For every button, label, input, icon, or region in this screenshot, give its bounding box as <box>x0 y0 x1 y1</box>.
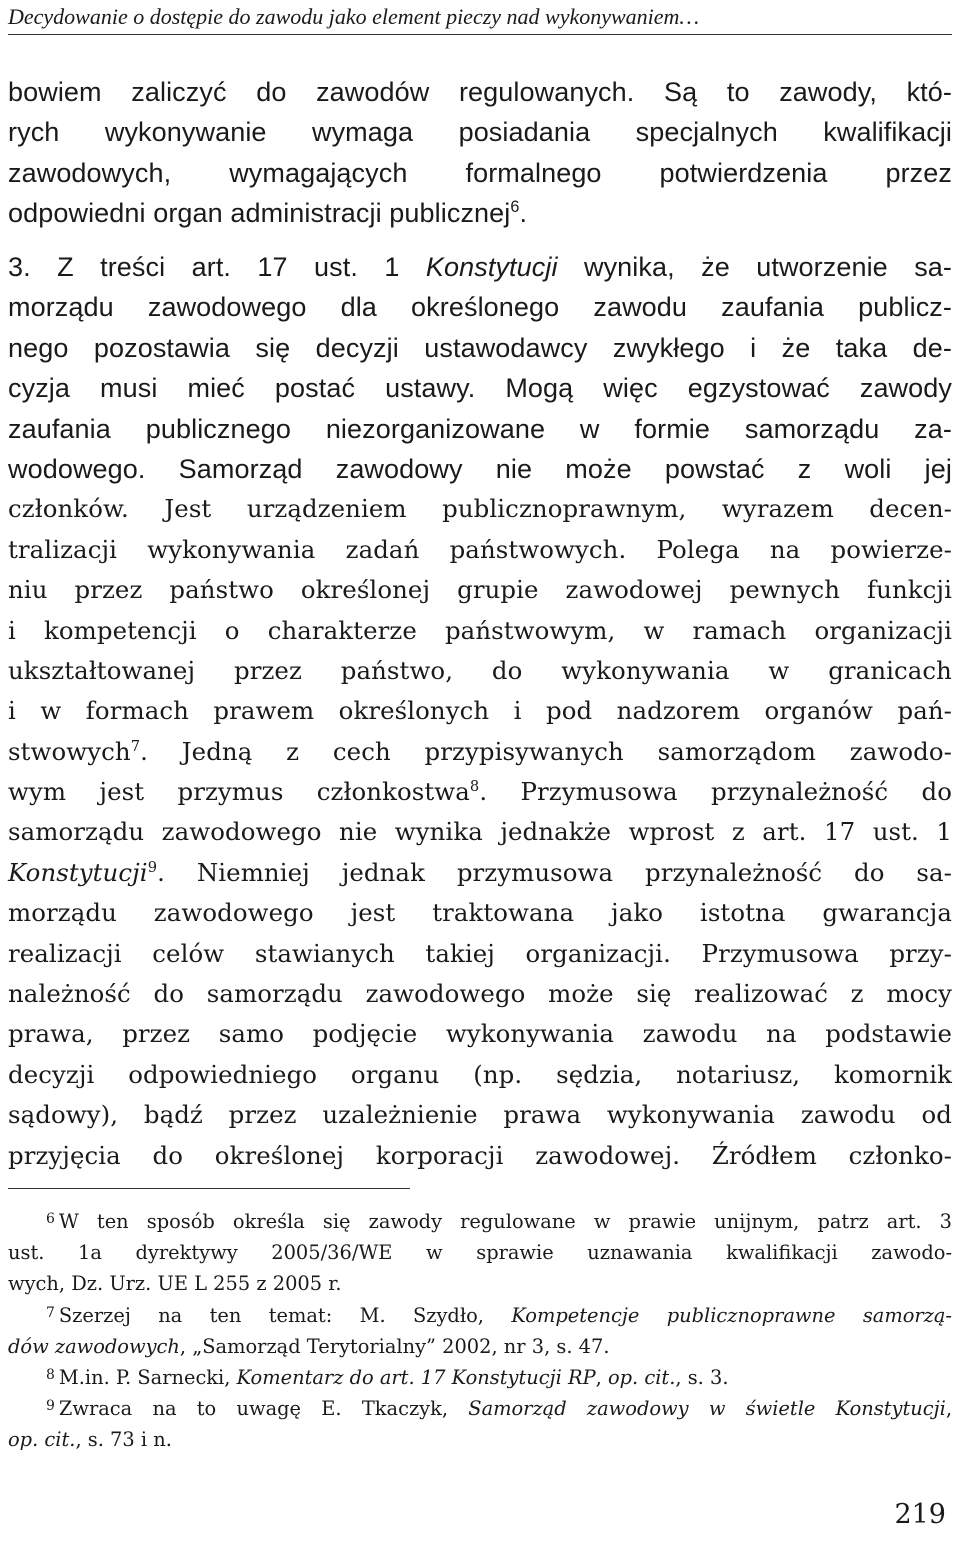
text-line: 3. Z treści art. 17 ust. 1 Konstytucji wynika, że utworzenie sa- <box>8 252 953 282</box>
text-line: zaufania publicznego niezorganizowane w formie samorządu za- <box>8 413 952 444</box>
footnote-8: $^8$ M.in. P. Sarnecki, Komentarz do art. 17 Konstytucji RP, op. cit., s. 3. <box>46 1365 729 1389</box>
running-header: Decydowanie o dostępie do zawodu jako element pieczy nad wykonywaniem… <box>8 4 700 29</box>
text-line: decyzji odpowiedniego organu (np. sędzia, notariusz, komornik <box>8 1059 952 1089</box>
text-line: Konstytucji$^9$. Niemniej jednak przymusowa przynależność do sa- <box>8 857 952 887</box>
footnote-ref: 6 <box>510 198 520 217</box>
text-line: wodowego. Samorząd zawodowy nie może powstać z woli jej <box>8 453 952 484</box>
text-line: zawodowych, wymagających formalnego potwierdzenia przez <box>8 157 952 188</box>
footnote-7: $^7$ Szerzej na ten temat: M. Szydło, Kompetencje publicznoprawne samorzą- <box>46 1303 952 1327</box>
text-line: i w formach prawem określonych i pod nadzorem organów pań- <box>8 696 952 726</box>
text-line: cyzja musi mieć postać ustawy. Mogą więc egzystować zawody <box>8 373 952 404</box>
text-line: przyjęcia do określonej korporacji zawodowej. Źródłem członko- <box>8 1140 952 1170</box>
document-page <box>8 0 952 1541</box>
text-line: wym jest przymus członkostwa$^8$. Przymusowa przynależność do <box>8 777 952 807</box>
footnote-9: $^9$ Zwraca na to uwagę E. Tkaczyk, Samorząd zawodowy w świetle Konstytucji, <box>46 1397 952 1421</box>
footnote-ref: 7 <box>130 737 141 755</box>
text-line: i kompetencji o charakterze państwowym, w ramach organizacji <box>8 615 952 645</box>
intro-paragraph <box>8 72 952 234</box>
text-line: realizacji celów stawianych takiej organizacji. Przymusowa przy- <box>8 938 952 968</box>
text-line: rych wykonywanie wymaga posiadania specjalnych kwalifikacji <box>8 117 952 148</box>
footnotes <box>8 1206 952 1456</box>
footnote-6: $^6$ W ten sposób określa się zawody regulowane w prawie unijnym, patrz art. 3 <box>46 1210 952 1233</box>
footnote-6-line: wych, Dz. Urz. UE L 255 z 2005 r. <box>8 1272 342 1296</box>
text-line: ukształtowanej przez państwo, do wykonywania w granicach <box>8 655 952 685</box>
text-line: stwowych$^7$. Jedną z cech przypisywanych samorządom zawodo- <box>8 736 952 766</box>
header-rule <box>8 34 952 35</box>
text-line: należność do samorządu zawodowego może się realizować z mocy <box>8 979 952 1009</box>
text-line: nego pozostawia się decyzji ustawodawcy zwykłego i że taka de- <box>8 332 952 363</box>
footnote-separator <box>8 1188 410 1189</box>
text-line: morządu zawodowego dla określonego zawodu zaufania publicz- <box>8 292 952 323</box>
text-line: bowiem zaliczyć do zawodów regulowanych. Są to zawody, któ- <box>8 77 952 107</box>
text-line: członków. Jest urządzeniem publicznoprawnym, wyrazem decen- <box>8 494 952 524</box>
text-line: samorządu zawodowego nie wynika jednakże wprost z art. 17 ust. 1 <box>8 817 952 847</box>
text-line: morządu zawodowego jest traktowana jako istotna gwarancja <box>8 898 952 928</box>
text-line: tralizacji wykonywania zadań państwowych. Polega na powierze- <box>8 534 952 564</box>
footnote-ref: 9 <box>147 858 158 876</box>
footnote-9-line: op. cit., s. 73 i n. <box>8 1428 172 1452</box>
page-number: 219 <box>894 1499 946 1530</box>
text-line: niu przez państwo określonej grupie zawodowej pewnych funkcji <box>8 575 952 605</box>
footnote-7-line: dów zawodowych, „Samorząd Terytorialny” 2002, nr 3, s. 47. <box>8 1334 610 1358</box>
text-line: sądowy), bądź przez uzależnienie prawa wykonywania zawodu od <box>8 1100 952 1130</box>
paragraph-3 <box>8 247 952 1176</box>
text-line: prawa, przez samo podjęcie wykonywania zawodu na podstawie <box>8 1019 952 1049</box>
footnote-ref: 8 <box>469 777 480 795</box>
text-line: odpowiedni organ administracji publicznej$^6$. <box>8 198 528 229</box>
footnote-6-line: ust. 1a dyrektywy 2005/36/WE w sprawie uznawania kwalifikacji zawodo- <box>8 1241 952 1265</box>
